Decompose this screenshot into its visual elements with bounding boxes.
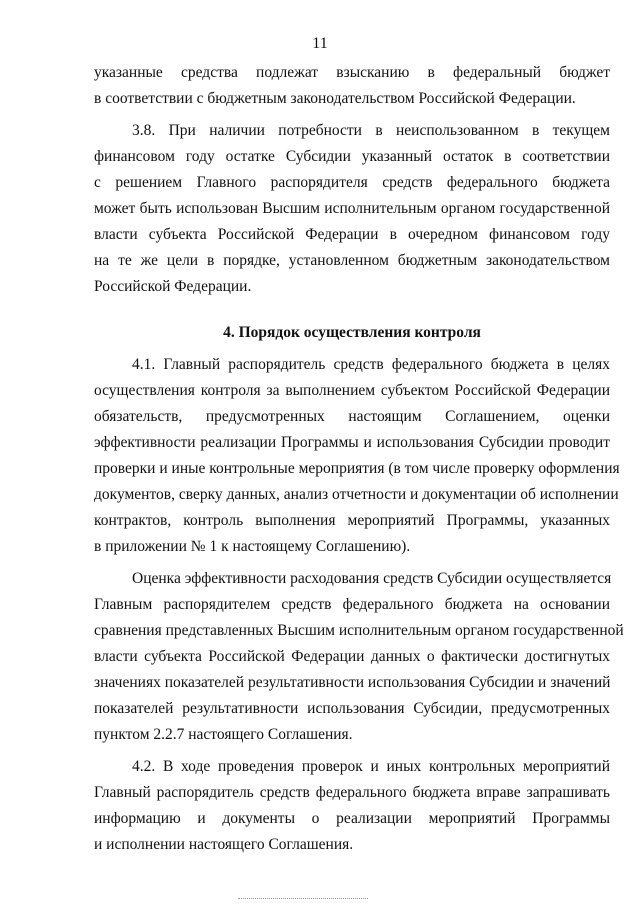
paragraph-efficiency-assessment bbox=[94, 566, 624, 748]
text-line: контрактов, контроль выполнения мероприятий Программы, указанных bbox=[94, 512, 610, 529]
text-line: финансовом году остатке Субсидии указанный остаток в соответствии bbox=[94, 148, 610, 165]
text-line: Главный распорядитель средств федерального бюджета вправе запрашивать bbox=[94, 784, 610, 801]
text-line: осуществления контроля за выполнением субъектом Российской Федерации bbox=[94, 382, 610, 399]
text-line: и исполнении настоящего Соглашения. bbox=[94, 836, 354, 853]
scan-artifact-mark bbox=[238, 898, 368, 901]
text-line: пунктом 2.2.7 настоящего Соглашения. bbox=[94, 726, 353, 743]
text-line: Оценка эффективности расходования средств Субсидии осуществляется bbox=[132, 570, 612, 587]
text-line: в приложении № 1 к настоящему Соглашению). bbox=[94, 538, 411, 555]
text-line: 4.1. Главный распорядитель средств федерального бюджета в целях bbox=[132, 356, 610, 373]
text-line: 3.8. При наличии потребности в неиспользованном в текущем bbox=[132, 122, 610, 139]
text-line: значениях показателей результативности использования Субсидии и значений bbox=[94, 674, 611, 691]
text-line: сравнения представленных Высшим исполнительным органом государственной bbox=[94, 622, 624, 639]
text-line: 4.2. В ходе проведения проверок и иных контрольных мероприятий bbox=[132, 758, 610, 775]
text-line: Российской Федерации. bbox=[94, 278, 252, 295]
text-line: власти субъекта Российской Федерации данных о фактически достигнутых bbox=[94, 648, 610, 665]
spacer bbox=[94, 300, 610, 320]
text-line: эффективности реализации Программы и использования Субсидии проводит bbox=[94, 434, 610, 451]
text-line: документов, сверку данных, анализ отчетности и документации об исполнении bbox=[94, 486, 619, 503]
section-heading: 4. Порядок осуществления контроля bbox=[223, 324, 481, 341]
text-line: в соответствии с бюджетным законодательством Российской Федерации. bbox=[94, 90, 576, 107]
paragraph-3-8 bbox=[94, 118, 610, 300]
paragraph-4-1 bbox=[94, 352, 620, 560]
paragraph-4-2 bbox=[94, 754, 610, 858]
text-line: обязательств, предусмотренных настоящим Соглашением, оценки bbox=[94, 408, 610, 425]
text-line: на те же цели в порядке, установленном бюджетным законодательством bbox=[94, 252, 610, 269]
text-line: с решением Главного распорядителя средств федерального бюджета bbox=[94, 174, 610, 191]
text-line: власти субъекта Российской Федерации в очередном финансовом году bbox=[94, 226, 610, 243]
text-line: может быть использован Высшим исполнительным органом государственной bbox=[94, 200, 610, 217]
text-line: информацию и документы о реализации мероприятий Программы bbox=[94, 810, 610, 827]
document-body bbox=[94, 60, 624, 858]
text-line: Главным распорядителем средств федерального бюджета на основании bbox=[94, 596, 610, 613]
page-number: 11 bbox=[312, 35, 328, 52]
text-line: показателей результативности использования Субсидии, предусмотренных bbox=[94, 700, 610, 717]
paragraph-budget-recovery bbox=[94, 60, 610, 112]
text-line: проверки и иные контрольные мероприятия (в том числе проверку оформления bbox=[94, 460, 620, 477]
text-line: указанные средства подлежат взысканию в федеральный бюджет bbox=[94, 64, 610, 81]
